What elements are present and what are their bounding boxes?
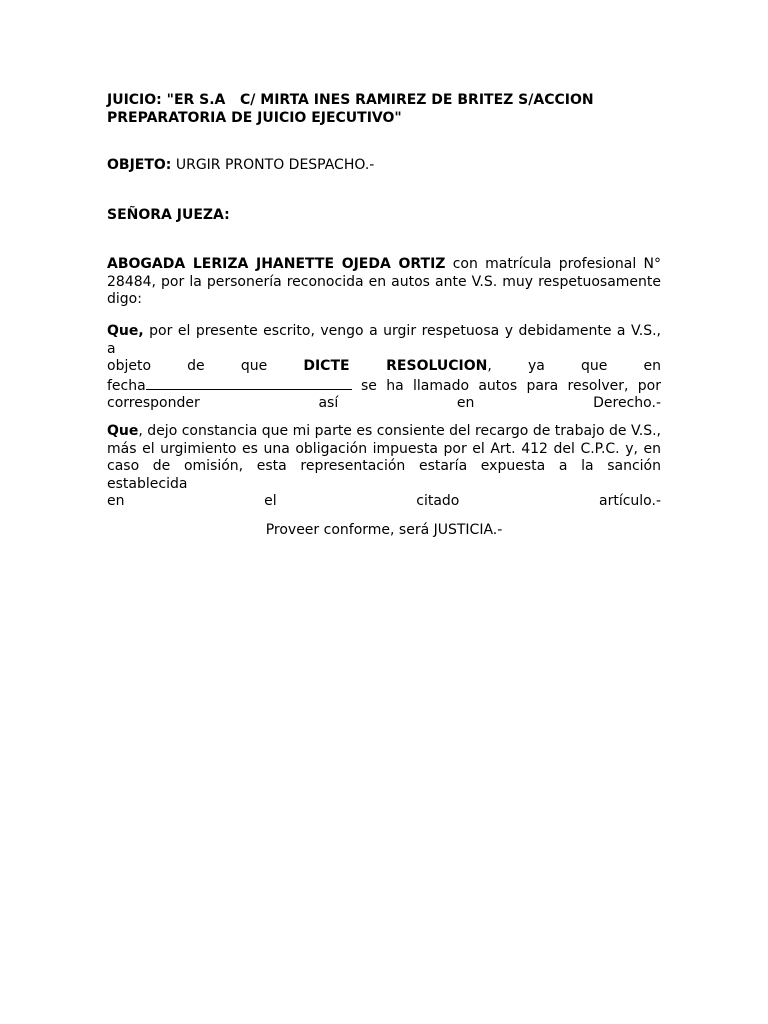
paragraph-line: [107, 358, 661, 376]
paragraph-lead: Que,: [107, 323, 144, 339]
paragraph-text: con matrícula profesional N°: [445, 256, 661, 272]
case-title-line-1: JUICIO: "ER S.A C/ MIRTA INES RAMIREZ DE BRITEZ S/ACCION: [107, 92, 594, 108]
paragraph-line: en el citado artículo.-: [107, 493, 661, 509]
paragraph-presentation: [107, 256, 661, 309]
paragraph-text: se ha llamado autos para resolver, por: [351, 377, 661, 394]
paragraph-text: fecha: [107, 377, 146, 394]
paragraph-lead: Que: [107, 423, 139, 439]
date-blank-line[interactable]: [146, 376, 352, 390]
objeto-text: URGIR PRONTO DESPACHO.-: [171, 157, 375, 173]
paragraph-text: por el presente escrito, vengo a urgir respetuosa y debidamente a V.S., a: [107, 323, 661, 357]
objeto-line: [107, 157, 661, 175]
paragraph-line: [107, 256, 661, 274]
paragraph-text: objeto de que: [107, 358, 304, 374]
paragraph-text: , ya que en: [487, 358, 661, 374]
document-page: [107, 92, 661, 538]
paragraph-constancia: [107, 423, 661, 511]
lawyer-name: ABOGADA LERIZA JHANETTE OJEDA ORTIZ: [107, 256, 446, 272]
paragraph-line: [107, 423, 661, 441]
paragraph-urge: [107, 323, 661, 413]
dicte-resolucion: DICTE RESOLUCION: [303, 358, 488, 374]
objeto-label: OBJETO:: [107, 157, 172, 173]
salutation: SEÑORA JUEZA:: [107, 207, 230, 223]
paragraph-line: corresponder así en Derecho.-: [107, 395, 661, 411]
paragraph-line: [107, 376, 661, 396]
paragraph-line: digo:: [107, 291, 142, 307]
case-title-line-2: PREPARATORIA DE JUICIO EJECUTIVO": [107, 109, 402, 126]
closing-formula: Proveer conforme, será JUSTICIA.-: [265, 522, 503, 538]
case-title: [107, 92, 661, 127]
paragraph-text: , dejo constancia que mi parte es consiente del recargo de trabajo de V.S.,: [138, 423, 661, 439]
paragraph-line: 28484, por la personería reconocida en autos ante V.S. muy respetuosamente: [107, 273, 661, 290]
paragraph-line: más el urgimiento es una obligación impuesta por el Art. 412 del C.P.C. y, en: [107, 440, 661, 457]
paragraph-line: caso de omisión, esta representación estaría expuesta a la sanción establecida: [107, 458, 661, 492]
paragraph-line: [107, 323, 661, 358]
